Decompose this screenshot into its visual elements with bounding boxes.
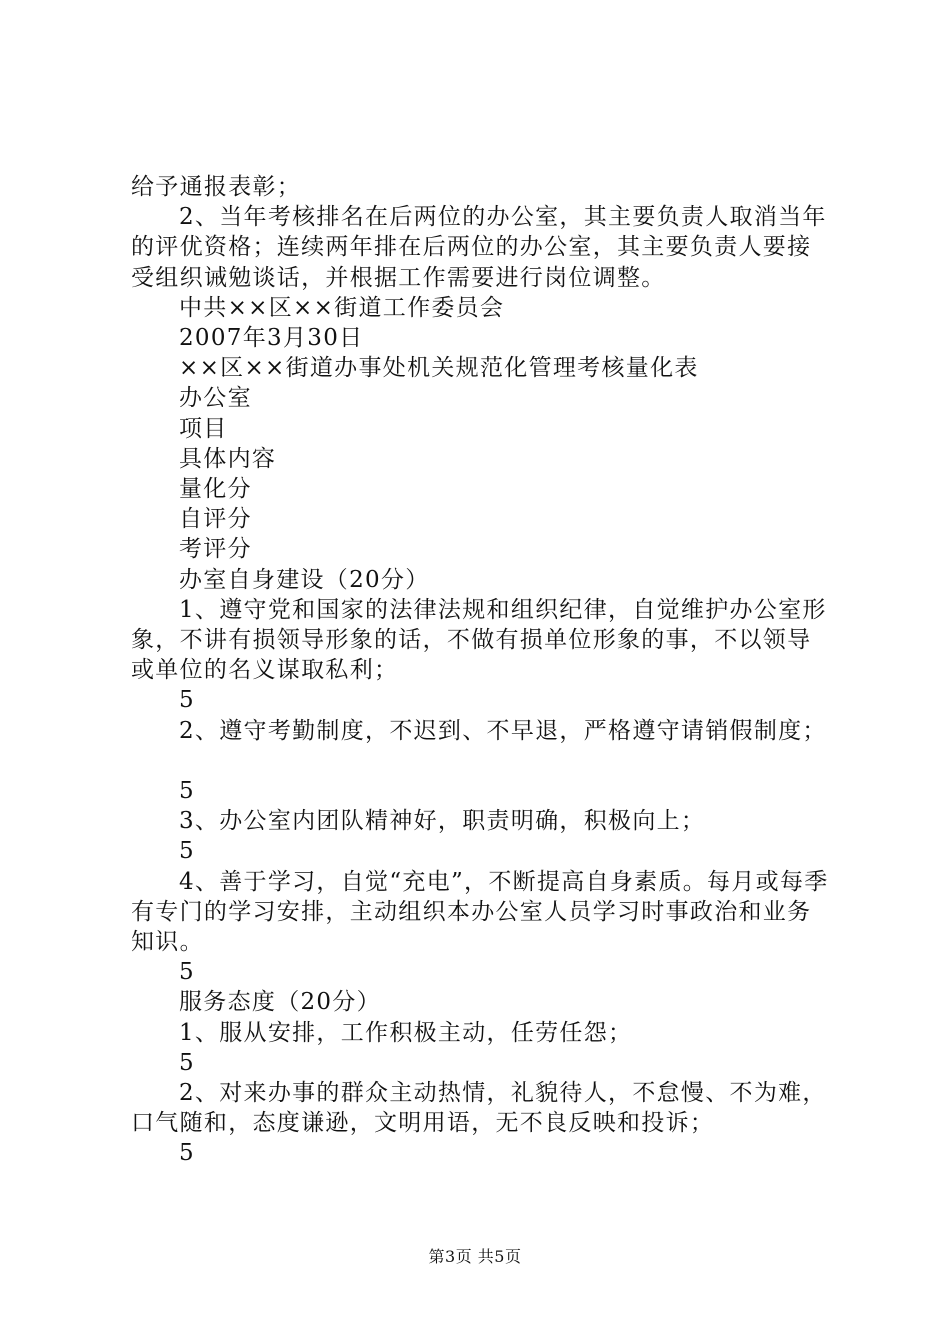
paragraph: 自评分: [179, 506, 252, 533]
paragraph: 4、善于学习，自觉“充电”，不断提高自身素质。每月或每季有专门的学习安排，主动组织本办公室人员学习时事政治和业务知识。: [131, 868, 829, 956]
document-body: [131, 172, 835, 1169]
paragraph: 5: [179, 687, 195, 714]
paragraph: 1、遵守党和国家的法律法规和组织纪律，自觉维护办公室形象，不讲有损领导形象的话，不做有损单位形象的事，不以领导或单位的名义谋取私利；: [131, 596, 827, 684]
paragraph: 2、当年考核排名在后两位的办公室，其主要负责人取消当年的评优资格；连续两年排在后两位的办公室，其主要负责人要接受组织诫勉谈话，并根据工作需要进行岗位调整。: [131, 204, 827, 291]
paragraph: 5: [179, 959, 195, 986]
paragraph: 1、服从安排，工作积极主动，任劳任怨；: [179, 1019, 633, 1046]
paragraph: 服务态度（20分）: [179, 989, 381, 1016]
paragraph: 5: [179, 778, 195, 805]
paragraph: 具体内容: [179, 445, 277, 472]
paragraph: 中共××区××街道工作委员会: [179, 294, 505, 321]
paragraph: 给予通报表彰；: [131, 174, 302, 200]
paragraph: 2、对来办事的群众主动热情，礼貌待人，不怠慢、不为难，口气随和，态度谦逊，文明用语，无不良反映和投诉；: [131, 1080, 827, 1137]
paragraph: 5: [179, 1049, 195, 1076]
paragraph: 项目: [179, 415, 228, 442]
paragraph: 2007年3月30日: [179, 325, 364, 352]
paragraph: ××区××街道办事处机关规范化管理考核量化表: [179, 355, 699, 382]
paragraph: 办室自身建设（20分）: [179, 566, 430, 593]
paragraph: 办公室: [179, 385, 252, 412]
paragraph: 考评分: [179, 536, 252, 563]
paragraph: 5: [179, 1140, 195, 1167]
paragraph: 2、遵守考勤制度，不迟到、不早退，严格遵守请销假制度；: [179, 717, 827, 744]
paragraph: 3、办公室内团队精神好，职责明确，积极向上；: [179, 808, 706, 835]
page-number-footer: 第3页 共5页: [428, 1247, 522, 1266]
paragraph: 5: [179, 838, 195, 865]
paragraph: 量化分: [179, 476, 252, 503]
blank-line: [131, 746, 835, 776]
